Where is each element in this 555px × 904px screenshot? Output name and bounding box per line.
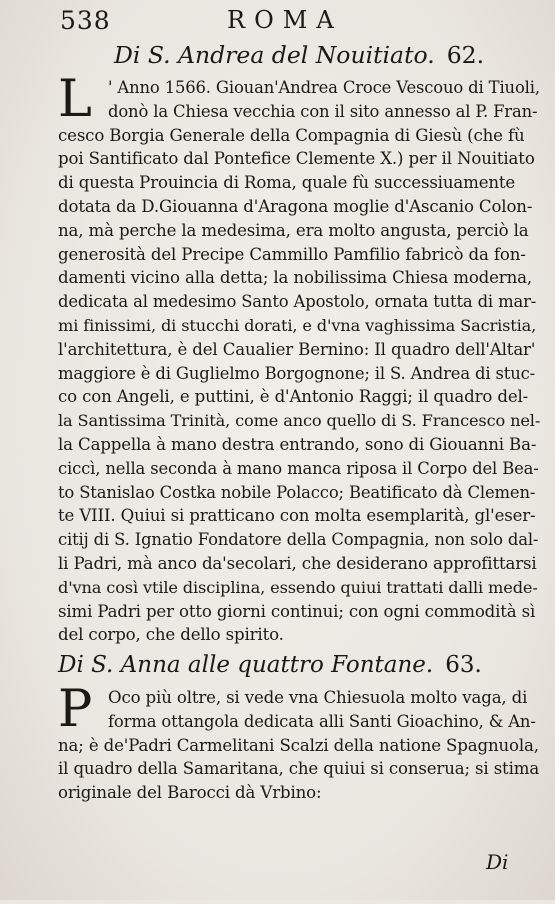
text-line: l'architettura, è del Caualier Bernino: Il quadro dell'Altar' <box>58 339 536 359</box>
text-line: del corpo, che dello spirito. <box>58 625 284 645</box>
text-line: te VIII. Quiui si pratticano con molta esemplarità, gl'eser- <box>58 506 536 526</box>
section-heading <box>58 38 540 76</box>
text-line: la Cappella à mano destra entrando, sono di Giouanni Ba- <box>58 434 537 454</box>
text-line: na; è de'Padri Carmelitani Scalzi della natione Spagnuola, <box>58 735 539 755</box>
text-line: maggiore è di Guglielmo Borgognone; il S. Andrea di stuc- <box>58 363 536 383</box>
text-line: li Padri, mà anco da'secolari, che desiderano approfittarsi <box>58 553 537 573</box>
text-line: poi Santificato dal Pontefice Clemente X.) per il Nouitiato <box>58 149 535 169</box>
text-line: d'vna così vtile disciplina, essendo quiui trattati dalli mede- <box>58 577 538 597</box>
catchword: Di <box>486 850 509 874</box>
drop-cap: P <box>58 680 93 739</box>
section-title: Di S. Andrea del Nouitiato. <box>114 41 435 69</box>
text-line: damenti vicino alla detta; la nobilissima Chiesa moderna, <box>58 268 532 288</box>
page-number: 538 <box>60 6 111 35</box>
text-line: dotata da D.Giouanna d'Aragona moglie d'Ascanio Colon- <box>58 196 533 216</box>
text-line: donò la Chiesa vecchia con il sito annesso al P. Fran- <box>108 101 538 121</box>
section-sant-andrea <box>58 38 540 647</box>
running-head: ROMA <box>227 6 343 34</box>
text-line: dedicata al medesimo Santo Apostolo, ornata tutta di mar- <box>58 292 537 312</box>
text-line: to Stanislao Costka nobile Polacco; Beatificato dà Clemen- <box>58 482 536 502</box>
text-line: forma ottangola dedicata alli Santi Gioachino, & An- <box>108 711 536 731</box>
section-heading <box>58 648 540 686</box>
text-line: generosità del Precipe Cammillo Pamfilio fabricò da fon- <box>58 244 526 264</box>
text-line: di questa Prouincia di Roma, quale fù successiuamente <box>58 173 516 193</box>
text-line: mi finissimi, di stucchi dorati, e d'vna vaghissima Sacristia, <box>58 315 537 335</box>
text-line: ' Anno 1566. Giouan'Andrea Croce Vescouo di Tiuoli, <box>108 78 540 97</box>
text-line: originale del Barocci dà Vrbino: <box>58 783 322 803</box>
text-line: ciccì, nella seconda à mano manca riposa il Corpo del Bea- <box>58 458 539 478</box>
section-sant-anna <box>58 648 540 805</box>
section-paragraph <box>58 680 540 805</box>
text-line: na, mà perche la medesima, era molto angusta, perciò la <box>58 220 529 240</box>
text-line: cesco Borgia Generale della Compagnia di Giesù (che fù <box>58 125 525 145</box>
text-line: co con Angeli, e puttini, è d'Antonio Raggi; il quadro del- <box>58 387 529 407</box>
page-header <box>60 6 530 36</box>
section-number: 62. <box>446 41 485 69</box>
text-line: simi Padri per otto giorni continui; con ogni commodità sì <box>58 601 536 621</box>
text-line: Oco più oltre, si vede vna Chiesuola molto vaga, di <box>108 688 528 707</box>
section-title: Di S. Anna alle quattro Fontane. <box>58 652 434 678</box>
text-line: la Santissima Trinità, come anco quello di S. Francesco nel- <box>58 411 541 431</box>
section-paragraph <box>58 70 541 647</box>
drop-cap: L <box>58 70 92 129</box>
text-line: citij di S. Ignatio Fondatore della Compagnia, non solo dal- <box>58 530 539 550</box>
text-line: il quadro della Samaritana, che quiui si conserua; si stima <box>58 759 540 779</box>
section-number: 63. <box>445 652 482 678</box>
